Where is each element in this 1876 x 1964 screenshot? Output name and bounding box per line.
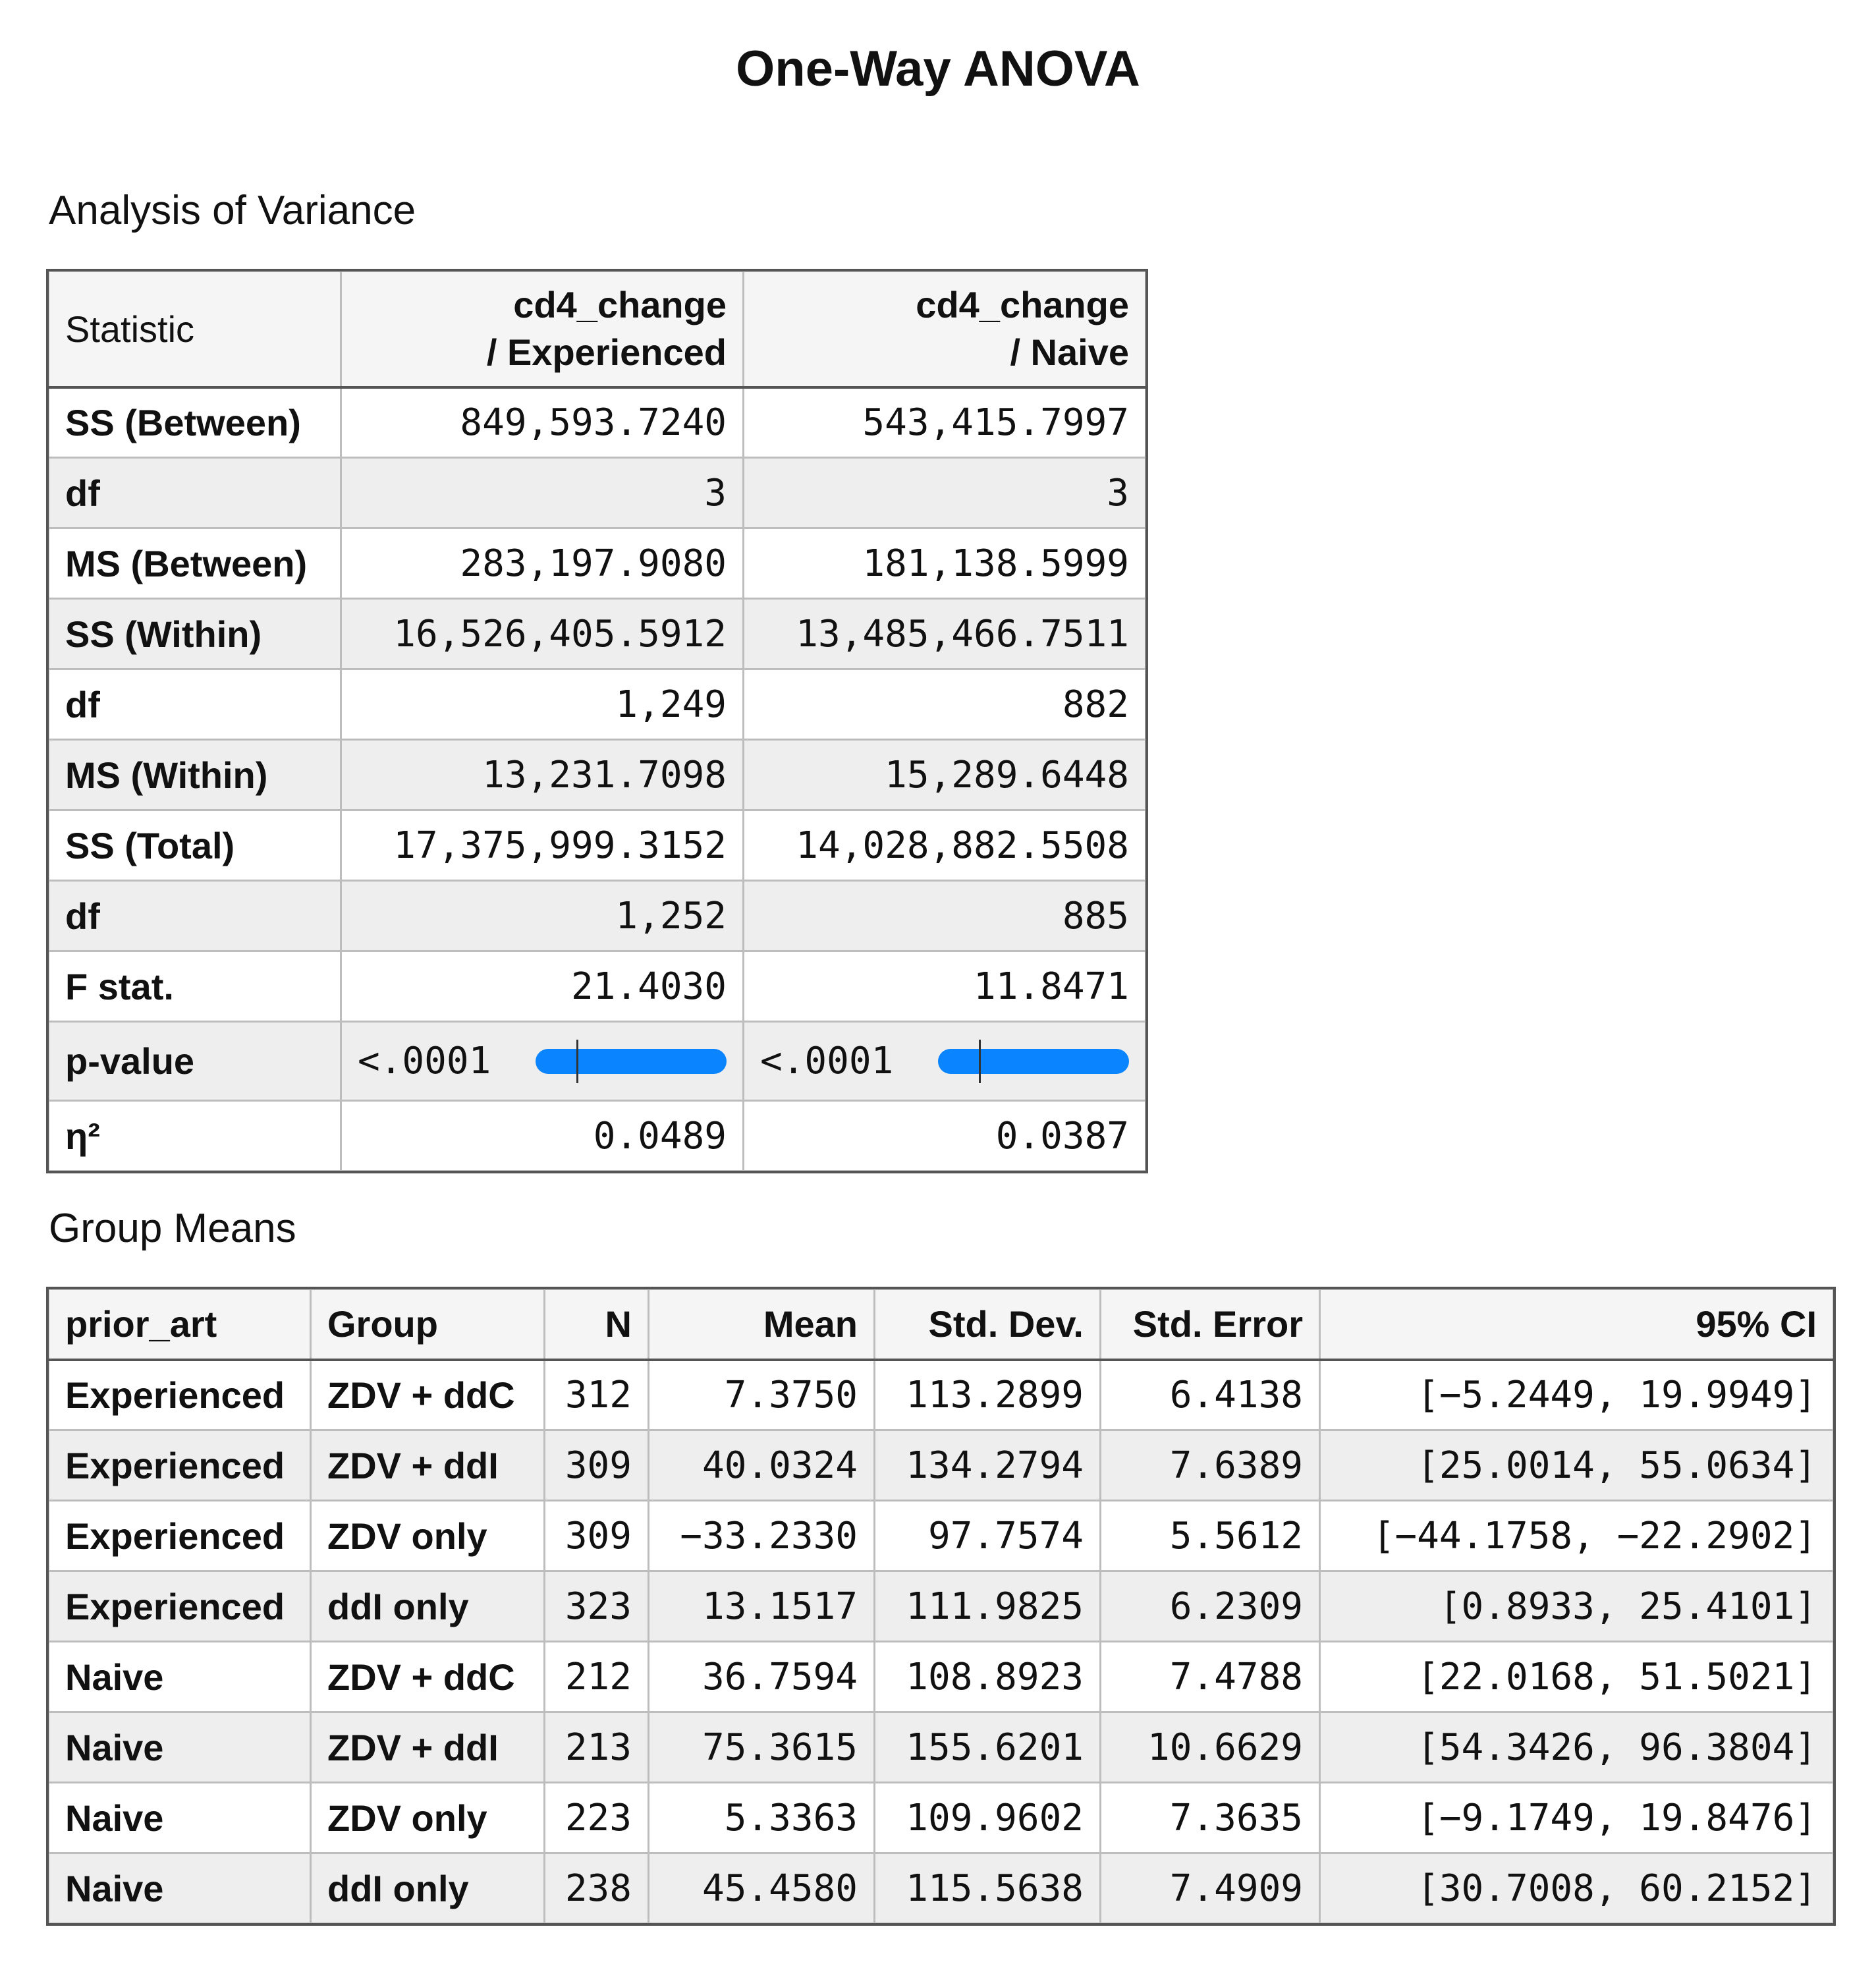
anova-header-experienced: cd4_change / Experienced	[341, 271, 744, 387]
pvalue-experienced-cell	[341, 1022, 744, 1101]
cell-prior-art: Experienced	[49, 1571, 311, 1642]
table-row	[49, 1022, 1146, 1101]
row-label: p-value	[49, 1022, 341, 1101]
cell-prior-art: Experienced	[49, 1430, 311, 1501]
value-naive: 181,138.5999	[744, 528, 1146, 599]
means-section-title: Group Means	[49, 1206, 296, 1251]
cell-ci: [25.0014, 55.0634]	[1320, 1430, 1834, 1501]
row-label: SS (Within)	[49, 599, 341, 669]
cell-std-error: 6.2309	[1101, 1571, 1320, 1642]
cell-group: ddI only	[311, 1571, 545, 1642]
pvalue-bar	[938, 1049, 1129, 1074]
cell-mean: 5.3363	[649, 1783, 875, 1853]
anova-header-statistic: Statistic	[49, 271, 341, 387]
cell-n: 213	[545, 1712, 649, 1783]
table-row	[49, 1360, 1834, 1430]
cell-ci: [54.3426, 96.3804]	[1320, 1712, 1834, 1783]
cell-mean: 13.1517	[649, 1571, 875, 1642]
group-means-table	[47, 1288, 1835, 1924]
value-experienced: 3	[341, 458, 744, 528]
row-label: MS (Between)	[49, 528, 341, 599]
row-label: MS (Within)	[49, 740, 341, 810]
value-experienced: 1,252	[341, 881, 744, 951]
col-header-prior-art: prior_art	[49, 1289, 311, 1360]
cell-n: 212	[545, 1642, 649, 1712]
cell-std-error: 5.5612	[1101, 1501, 1320, 1571]
cell-ci: [−9.1749, 19.8476]	[1320, 1783, 1834, 1853]
value-naive: 13,485,466.7511	[744, 599, 1146, 669]
pvalue-naive: <.0001	[760, 1040, 894, 1082]
table-row	[49, 387, 1146, 458]
row-label: df	[49, 881, 341, 951]
pvalue-marker	[576, 1040, 578, 1083]
cell-std-error: 7.4909	[1101, 1853, 1320, 1924]
col-header-mean: Mean	[649, 1289, 875, 1360]
cell-mean: 36.7594	[649, 1642, 875, 1712]
cell-std-dev: 108.8923	[875, 1642, 1101, 1712]
value-naive: 15,289.6448	[744, 740, 1146, 810]
cell-std-dev: 113.2899	[875, 1360, 1101, 1430]
cell-group: ZDV + ddC	[311, 1642, 545, 1712]
row-label: df	[49, 669, 341, 740]
cell-n: 223	[545, 1783, 649, 1853]
cell-mean: −33.2330	[649, 1501, 875, 1571]
cell-group: ZDV + ddI	[311, 1430, 545, 1501]
row-label: F stat.	[49, 951, 341, 1022]
table-row	[49, 458, 1146, 528]
table-row	[49, 1853, 1834, 1924]
cell-std-dev: 115.5638	[875, 1853, 1101, 1924]
table-row	[49, 740, 1146, 810]
cell-n: 323	[545, 1571, 649, 1642]
cell-prior-art: Naive	[49, 1642, 311, 1712]
cell-ci: [30.7008, 60.2152]	[1320, 1853, 1834, 1924]
table-row	[49, 1712, 1834, 1783]
value-naive: 543,415.7997	[744, 387, 1146, 458]
cell-std-error: 7.3635	[1101, 1783, 1320, 1853]
cell-group: ZDV + ddC	[311, 1360, 545, 1430]
table-row	[49, 669, 1146, 740]
cell-std-error: 7.4788	[1101, 1642, 1320, 1712]
table-row	[49, 1430, 1834, 1501]
cell-std-error: 10.6629	[1101, 1712, 1320, 1783]
value-naive: 0.0387	[744, 1101, 1146, 1171]
cell-group: ZDV + ddI	[311, 1712, 545, 1783]
cell-mean: 7.3750	[649, 1360, 875, 1430]
cell-prior-art: Naive	[49, 1712, 311, 1783]
cell-prior-art: Experienced	[49, 1501, 311, 1571]
cell-std-error: 6.4138	[1101, 1360, 1320, 1430]
cell-mean: 40.0324	[649, 1430, 875, 1501]
row-label: SS (Total)	[49, 810, 341, 881]
cell-group: ZDV only	[311, 1501, 545, 1571]
anova-header-naive: cd4_change / Naive	[744, 271, 1146, 387]
pvalue-marker	[979, 1040, 981, 1083]
table-row	[49, 1642, 1834, 1712]
col-header-std-dev: Std. Dev.	[875, 1289, 1101, 1360]
row-label: η²	[49, 1101, 341, 1171]
cell-std-dev: 155.6201	[875, 1712, 1101, 1783]
value-experienced: 1,249	[341, 669, 744, 740]
cell-n: 312	[545, 1360, 649, 1430]
cell-ci: [−5.2449, 19.9949]	[1320, 1360, 1834, 1430]
cell-n: 238	[545, 1853, 649, 1924]
pvalue-bar	[536, 1049, 727, 1074]
table-row	[49, 881, 1146, 951]
value-naive: 11.8471	[744, 951, 1146, 1022]
anova-section-title: Analysis of Variance	[49, 188, 416, 233]
col-header-group: Group	[311, 1289, 545, 1360]
cell-n: 309	[545, 1501, 649, 1571]
cell-std-error: 7.6389	[1101, 1430, 1320, 1501]
cell-prior-art: Naive	[49, 1783, 311, 1853]
row-label: df	[49, 458, 341, 528]
cell-mean: 45.4580	[649, 1853, 875, 1924]
table-row	[49, 810, 1146, 881]
table-row	[49, 1783, 1834, 1853]
pvalue-experienced: <.0001	[358, 1040, 491, 1082]
cell-group: ddI only	[311, 1853, 545, 1924]
cell-prior-art: Experienced	[49, 1360, 311, 1430]
cell-ci: [0.8933, 25.4101]	[1320, 1571, 1834, 1642]
cell-ci: [−44.1758, −22.2902]	[1320, 1501, 1834, 1571]
cell-std-dev: 109.9602	[875, 1783, 1101, 1853]
page-title: One-Way ANOVA	[736, 41, 1140, 97]
col-header-n: N	[545, 1289, 649, 1360]
cell-prior-art: Naive	[49, 1853, 311, 1924]
pvalue-naive-cell	[744, 1022, 1146, 1101]
value-naive: 14,028,882.5508	[744, 810, 1146, 881]
value-experienced: 17,375,999.3152	[341, 810, 744, 881]
cell-n: 309	[545, 1430, 649, 1501]
table-row	[49, 1571, 1834, 1642]
cell-mean: 75.3615	[649, 1712, 875, 1783]
table-row	[49, 951, 1146, 1022]
cell-ci: [22.0168, 51.5021]	[1320, 1642, 1834, 1712]
col-header-ci: 95% CI	[1320, 1289, 1834, 1360]
cell-std-dev: 134.2794	[875, 1430, 1101, 1501]
row-label: SS (Between)	[49, 387, 341, 458]
table-row	[49, 599, 1146, 669]
value-experienced: 16,526,405.5912	[341, 599, 744, 669]
value-naive: 882	[744, 669, 1146, 740]
value-naive: 3	[744, 458, 1146, 528]
value-experienced: 849,593.7240	[341, 387, 744, 458]
cell-std-dev: 97.7574	[875, 1501, 1101, 1571]
col-header-std-error: Std. Error	[1101, 1289, 1320, 1360]
table-row	[49, 1101, 1146, 1171]
cell-std-dev: 111.9825	[875, 1571, 1101, 1642]
table-row	[49, 528, 1146, 599]
value-naive: 885	[744, 881, 1146, 951]
table-row	[49, 1501, 1834, 1571]
anova-table	[47, 270, 1147, 1172]
cell-group: ZDV only	[311, 1783, 545, 1853]
value-experienced: 0.0489	[341, 1101, 744, 1171]
value-experienced: 13,231.7098	[341, 740, 744, 810]
value-experienced: 283,197.9080	[341, 528, 744, 599]
value-experienced: 21.4030	[341, 951, 744, 1022]
